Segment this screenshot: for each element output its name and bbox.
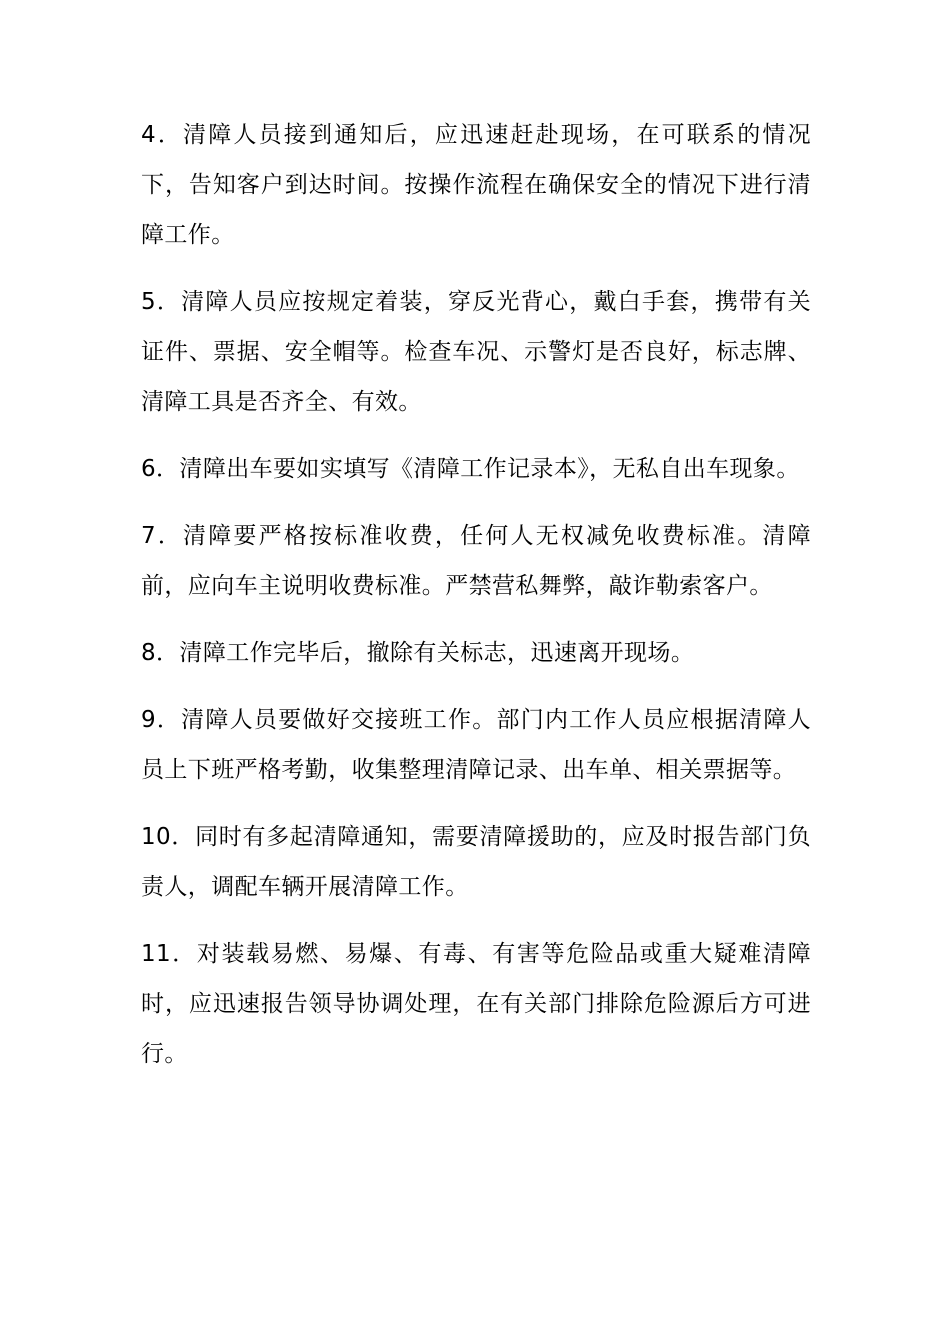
document-page xyxy=(141,110,811,1096)
paragraph-item-8: 8．清障工作完毕后，撤除有关标志，迅速离开现场。 xyxy=(141,640,695,666)
paragraph-item-5: 5．清障人员应按规定着装，穿反光背心，戴白手套，携带有关证件、票据、安全帽等。检查车况、示警灯是否良好，标志牌、清障工具是否齐全、有效。 xyxy=(141,289,811,415)
paragraph-item-9: 9．清障人员要做好交接班工作。部门内工作人员应根据清障人员上下班严格考勤，收集整理清障记录、出车单、相关票据等。 xyxy=(141,707,811,783)
paragraph-item-11: 11．对装载易燃、易爆、有毒、有害等危险品或重大疑难清障时，应迅速报告领导协调处理，在有关部门排除危险源后方可进行。 xyxy=(141,941,811,1067)
paragraph-item-7: 7．清障要严格按标准收费，任何人无权减免收费标准。清障前，应向车主说明收费标准。严禁营私舞弊，敲诈勒索客户。 xyxy=(141,523,811,599)
paragraph-item-4: 4．清障人员接到通知后，应迅速赶赴现场，在可联系的情况下，告知客户到达时间。按操作流程在确保安全的情况下进行清障工作。 xyxy=(141,122,811,248)
paragraph-item-6: 6．清障出车要如实填写《清障工作记录本》，无私自出车现象。 xyxy=(141,456,800,482)
paragraph-item-10: 10．同时有多起清障通知，需要清障援助的，应及时报告部门负责人，调配车辆开展清障工作。 xyxy=(141,824,811,900)
